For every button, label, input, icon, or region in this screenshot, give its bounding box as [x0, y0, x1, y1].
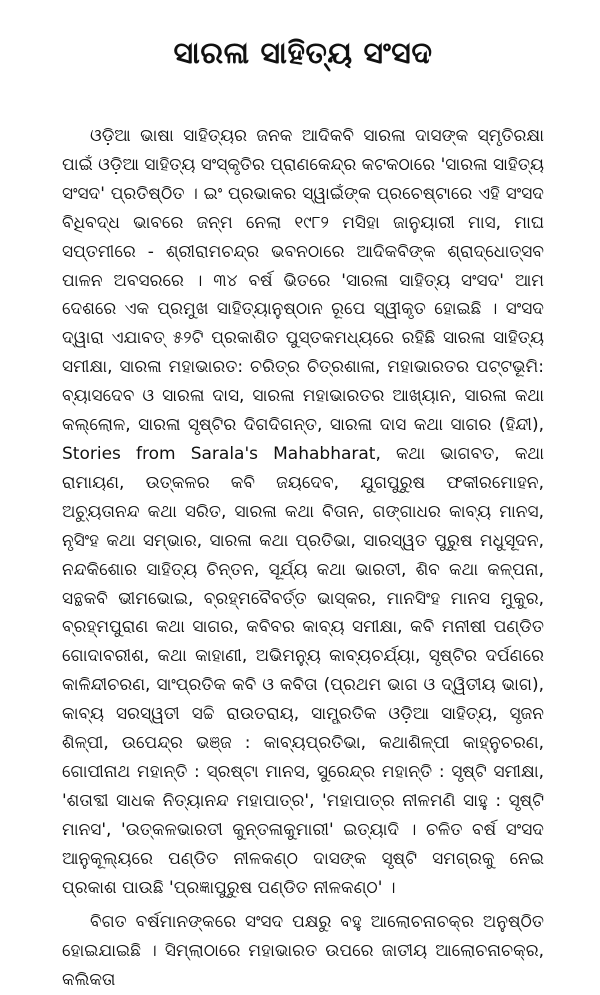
page-title: ସାରଳା ସାହିତ୍ୟ ସଂସଦ [173, 36, 433, 71]
body-paragraph-1: ଓଡ଼ିଆ ଭାଷା ସାହିତ୍ୟର ଜନକ ଆଦିକବି ସାରଳା ଦାସଙ୍କ ସ୍ମୃତିରକ୍ଷା ପାଇଁ ଓଡ଼ିଆ ସାହିତ୍ୟ ସଂସ୍କୃତିର ପ୍ରାଣକେନ୍ଦ୍ର କଟକଠାରେ 'ସାରଳା ସାହିତ୍ୟ ସଂସଦ' ପ୍ରତିଷ୍ଠିତ । ଇଂ ପ୍ରଭାକର ସ୍ୱାଇଁଙ୍କ ପ୍ରଚେଷ୍ଟାରେ ଏହି ସଂସଦ ବିଧିବଦ୍ଧ ଭାବରେ ଜନ୍ମ ନେଲା ୧୯୮୨ ମସିହା ଜାନୁୟାରୀ ମାସ, ମାଘ ସପ୍ତମୀରେ - ଶ୍ରୀରାମଚନ୍ଦ୍ର ଭବନଠାରେ ଆଦିକବିଙ୍କ ଶ୍ରାଦ୍ଧୋତ୍ସବ ପାଳନ ଅବସରରେ । ୩୪ ବର୍ଷ ଭିତରେ 'ସାରଳା ସାହିତ୍ୟ ସଂସଦ' ଆମ ଦେଶରେ ଏକ ପ୍ରମୁଖ ସାହିତ୍ୟାନୁଷ୍ଠାନ ରୂପେ ସ୍ୱୀକୃତ ହୋଇଛି । ସଂସଦ ଦ୍ୱାରା ଏଯାବତ୍ ୫୨ଟି ପ୍ରକାଶିତ ପୁସ୍ତକମଧ୍ୟରେ ରହିଛି ସାରଳା ସାହିତ୍ୟ ସମୀକ୍ଷା, ସାରଳା ମହାଭାରତ: ଚରିତ୍ର ଚିତ୍ରଶାଳା, ମହାଭାରତର ପଟ୍ଟଭୂମି: ବ୍ୟାସଦେବ ଓ ସାରଳା ଦାସ, ସାରଳା ମହାଭାରତର ଆଖ୍ୟାନ, ସାରଳା କଥା କଲ୍ଲୋଳ, ସାରଳା ସୃଷ୍ଟିର ଦିଗଦିଗନ୍ତ, ସାରଳା ଦାସ କଥା ସାଗର (ହିନ୍ଦୀ), Stories from Sarala's Mahabharat, କଥା ଭାଗବତ, କଥା ରାମାୟଣ, ଉତ୍କଳର କବି ଜୟଦେବ, ଯୁଗପୁରୁଷ ଫକୀରମୋହନ, ଅଚ୍ୟୁତାନନ୍ଦ କଥା ସରିତ, ସାରଳା କଥା ବିତାନ, ଗଙ୍ଗାଧର କାବ୍ୟ ମାନସ, ନୃସିଂହ କଥା ସମ୍ଭାର, ସାରଳା କଥା ପ୍ରତିଭା, ସାରସ୍ୱତ ପୁରୁଷ ମଧୁସୂଦନ, ନନ୍ଦକିଶୋର ସାହିତ୍ୟ ଚିନ୍ତନ, ସୂର୍ଯ୍ୟ କଥା ଭାରତୀ, ଶିବ କଥା କଳ୍ପନା, ସନ୍ଥକବି ଭୀମଭୋଇ, ବ୍ରହ୍ମବୈବର୍ତ୍ତ ଭାସ୍କର, ମାନସିଂହ ମାନସ ମୁକୁର, ବ୍ରହ୍ମପୁରାଣ କଥା ସାଗର, କବିବର କାବ୍ୟ ସମୀକ୍ଷା, କବି ମନୀଷୀ ପଣ୍ଡିତ ଗୋଦାବରୀଶ, କଥା କାହାଣୀ, ଅଭିମନ୍ୟୁ କାବ୍ୟଚର୍ଯ୍ୟା, ସୃଷ୍ଟିର ଦର୍ପଣରେ କାଳିନ୍ଦୀଚରଣ, ସାଂପ୍ରତିକ କବି ଓ କବିତା (ପ୍ରଥମ ଭାଗ ଓ ଦ୍ୱିତୀୟ ଭାଗ), କାବ୍ୟ ସରସ୍ୱତୀ ସଚ୍ଚି ରାଉତରାୟ, ସାମ୍ପ୍ରତିକ ଓଡ଼ିଆ ସାହିତ୍ୟ, ସୃଜନ ଶିଳ୍ପୀ, ଉପେନ୍ଦ୍ର ଭଞ୍ଜ : କାବ୍ୟପ୍ରତିଭା, କଥାଶିଳ୍ପୀ କାହ୍ନୁଚରଣ, ଗୋପୀନାଥ ମହାନ୍ତି : ସ୍ରଷ୍ଟା ମାନସ, ସୁରେନ୍ଦ୍ର ମହାନ୍ତି : ସୃଷ୍ଟି ସମୀକ୍ଷା, 'ଶତାବ୍ଦୀ ସାଧକ ନିତ୍ୟାନନ୍ଦ ମହାପାତ୍ର', 'ମହାପାତ୍ର ନୀଳମଣି ସାହୁ : ସୃଷ୍ଟି ମାନସ', 'ଉତ୍କଳଭାରତୀ କୁନ୍ତଳାକୁମାରୀ' ଇତ୍ୟାଦି । ଚଳିତ ବର୍ଷ ସଂସଦ ଆନୁକୂଲ୍ୟରେ ପଣ୍ଡିତ ନୀଳକଣ୍ଠ ଦାସଙ୍କ ସୃଷ୍ଟି ସମଗ୍ରକୁ ନେଇ ପ୍ରକାଶ ପାଉଛି 'ପ୍ରଜ୍ଞାପୁରୁଷ ପଣ୍ଡିତ ନୀଳକଣ୍ଠ' । [62, 126, 544, 898]
body-paragraph-2: ବିଗତ ବର୍ଷମାନଙ୍କରେ ସଂସଦ ପକ୍ଷରୁ ବହୁ ଆଲୋଚନାଚକ୍ର ଅନୁଷ୍ଠିତ ହୋଇଯାଇଛି । ସିମ୍ଲାଠାରେ ମହାଭାରତ ଉପରେ ଜାତୀୟ ଆଲୋଚନାଚକ୍ର, କଲିକତା [62, 912, 544, 991]
